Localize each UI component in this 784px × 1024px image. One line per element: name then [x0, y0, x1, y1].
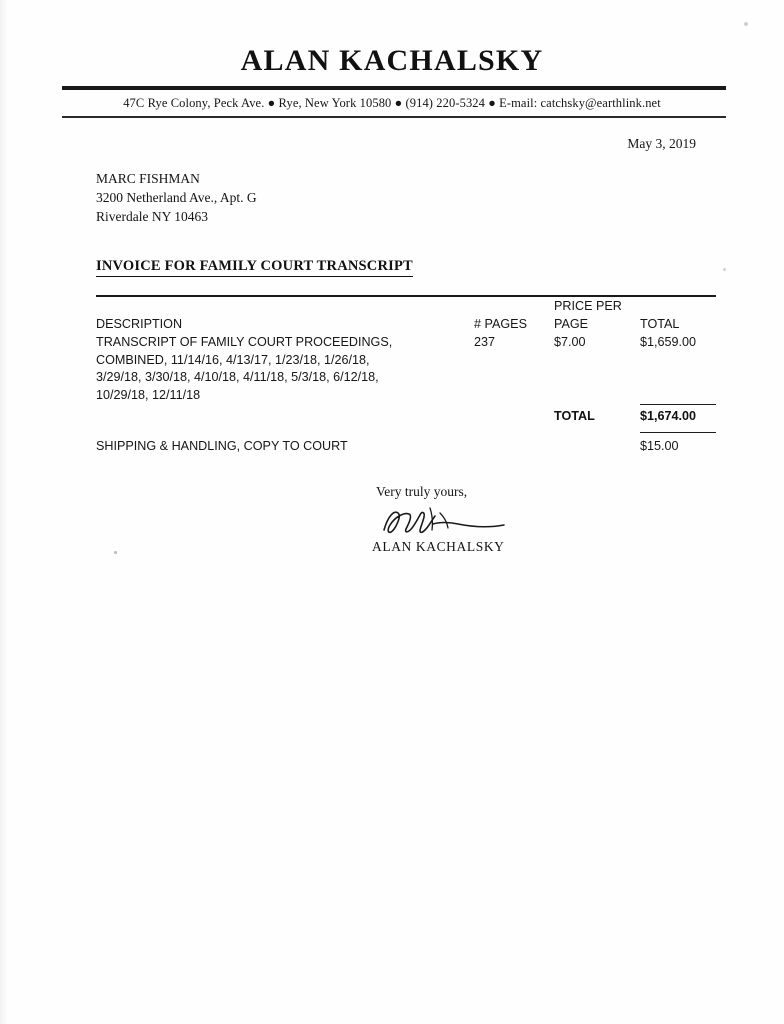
closing-salutation: Very truly yours, — [376, 484, 468, 499]
header-total: TOTAL — [640, 317, 680, 331]
scan-edge-shadow — [0, 0, 8, 1024]
recipient-name: MARC FISHMAN — [96, 171, 200, 186]
letterhead-name: ALAN KACHALSKY — [240, 44, 544, 77]
line-item-price-per-page: $7.00 — [554, 335, 586, 349]
scan-speck — [114, 551, 117, 554]
header-price-per: PRICE PER — [554, 299, 622, 313]
line-item-pages: 237 — [474, 335, 496, 349]
line-item-description — [96, 334, 476, 404]
recipient-address-block — [96, 169, 257, 226]
invoice-table-header — [96, 298, 716, 334]
scan-speck — [723, 268, 726, 271]
grand-total-label: TOTAL — [554, 409, 595, 423]
signature-name: ALAN KACHALSKY — [372, 539, 505, 554]
shipping-description: SHIPPING & HANDLING, COPY TO COURT — [96, 439, 348, 453]
letterhead-contact: 47C Rye Colony, Peck Ave. ● Rye, New York 10580 ● (914) 220-5324 ● E-mail: catchsky@earthlink.net — [123, 96, 661, 110]
line-item-total: $1,659.00 — [640, 335, 697, 349]
grand-total-amount: $1,674.00 — [640, 409, 697, 423]
header-page: PAGE — [554, 317, 589, 331]
shipping-amount: $15.00 — [640, 439, 679, 453]
recipient-city-state-zip: Riverdale NY 10463 — [96, 209, 208, 224]
grand-total-underline — [640, 432, 716, 433]
line-item-description-line-3: 3/29/18, 3/30/18, 4/10/18, 4/11/18, 5/3/18, 6/12/18, — [96, 370, 379, 384]
header-pages: # PAGES — [474, 317, 527, 331]
subtotal-underline — [640, 404, 716, 405]
line-item-description-line-4: 10/29/18, 12/11/18 — [96, 387, 201, 402]
signature-icon — [378, 500, 548, 544]
invoice-table-top-rule — [96, 295, 716, 297]
invoice-title: INVOICE FOR FAMILY COURT TRANSCRIPT — [96, 258, 413, 277]
recipient-street: 3200 Netherland Ave., Apt. G — [96, 190, 257, 205]
letterhead-bottom-rule — [62, 116, 726, 118]
header-description: DESCRIPTION — [96, 317, 183, 331]
letter-date: May 3, 2019 — [627, 136, 696, 151]
scan-speck — [744, 22, 748, 26]
letterhead-top-rule — [62, 86, 726, 90]
line-item-description-line-2: COMBINED, 11/14/16, 4/13/17, 1/23/18, 1/26/18, — [96, 352, 370, 367]
line-item-description-line-1: TRANSCRIPT OF FAMILY COURT PROCEEDINGS, — [96, 335, 393, 349]
